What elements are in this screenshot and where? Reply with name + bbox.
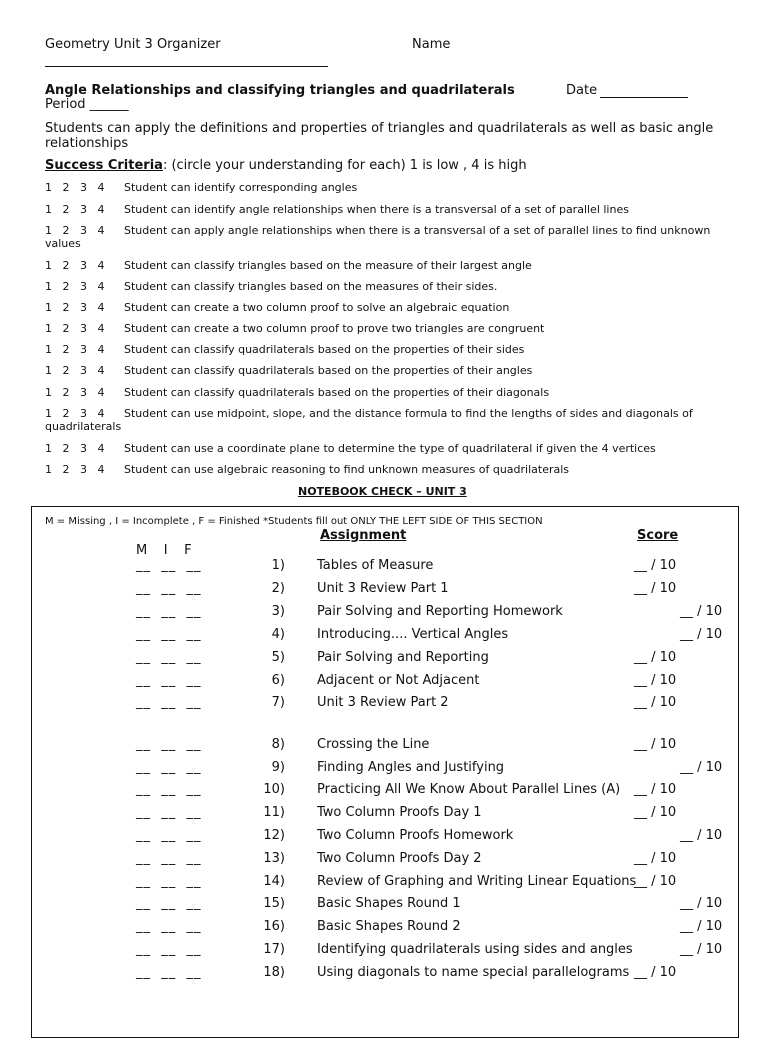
criteria-row (45, 224, 735, 250)
mif-blanks[interactable]: __ __ __ (136, 581, 202, 596)
mif-blanks[interactable]: __ __ __ (136, 604, 202, 619)
assignment-title: Review of Graphing and Writing Linear Equations (317, 874, 637, 889)
assignment-score[interactable]: __ / 10 (634, 558, 677, 573)
criteria-text: Student can identify angle relationships when there is a transversal of a set of parallel lines (124, 203, 629, 216)
criteria-row (45, 364, 735, 377)
assignment-score[interactable]: __ / 10 (634, 782, 677, 797)
criteria-row (45, 386, 735, 399)
success-criteria-label: Success Criteria (45, 158, 163, 173)
assignment-score[interactable]: __ / 10 (634, 965, 677, 980)
success-criteria-instruction: : (circle your understanding for each) 1 is low , 4 is high (162, 158, 527, 173)
criteria-row (45, 301, 735, 314)
date-line[interactable] (600, 97, 688, 98)
assignment-number: 11) (263, 805, 285, 820)
assignment-score[interactable]: __ / 10 (680, 896, 723, 911)
criteria-text: Student can create a two column proof to prove two triangles are congruent (124, 322, 545, 335)
assignment-title: Basic Shapes Round 1 (317, 896, 461, 911)
mif-blanks[interactable]: __ __ __ (136, 828, 202, 843)
assignment-number: 1) (271, 558, 285, 573)
assignment-title: Two Column Proofs Day 1 (317, 805, 482, 820)
rating-scale[interactable]: 1 2 3 4 (45, 203, 105, 216)
notebook-check-title: NOTEBOOK CHECK – UNIT 3 (298, 485, 467, 498)
assignment-number: 18) (263, 965, 285, 980)
mif-blanks[interactable]: __ __ __ (136, 650, 202, 665)
score-header: Score (637, 528, 679, 543)
success-criteria-heading (45, 158, 527, 173)
mif-blanks[interactable]: __ __ __ (136, 919, 202, 934)
rating-scale[interactable]: 1 2 3 4 (45, 463, 105, 476)
name-line[interactable] (45, 66, 328, 67)
notebook-legend: M = Missing , I = Incomplete , F = Finished *Students fill out ONLY THE LEFT SIDE OF THIS SECTION (45, 516, 543, 527)
assignment-number: 3) (271, 604, 285, 619)
assignment-score[interactable]: __ / 10 (634, 695, 677, 710)
rating-scale[interactable]: 1 2 3 4 (45, 343, 105, 356)
criteria-text: Student can classify quadrilaterals based on the properties of their angles (124, 364, 533, 377)
rating-scale[interactable]: 1 2 3 4 (45, 280, 105, 293)
rating-scale[interactable]: 1 2 3 4 (45, 301, 105, 314)
assignment-title: Pair Solving and Reporting (317, 650, 489, 665)
intro-text: Students can apply the definitions and properties of triangles and quadrilaterals as well as basic angle relationships (45, 121, 714, 151)
assignment-number: 10) (263, 782, 285, 797)
date-label: Date (566, 83, 598, 98)
assignment-title: Two Column Proofs Day 2 (317, 851, 482, 866)
criteria-text: Student can apply angle relationships when there is a transversal of a set of parallel lines to find unknown values (45, 224, 711, 250)
rating-scale[interactable]: 1 2 3 4 (45, 407, 105, 420)
assignment-score[interactable]: __ / 10 (634, 673, 677, 688)
mif-blanks[interactable]: __ __ __ (136, 760, 202, 775)
criteria-row (45, 463, 735, 476)
mif-blanks[interactable]: __ __ __ (136, 851, 202, 866)
mif-header: M I F (136, 543, 192, 558)
name-label: Name (412, 37, 451, 52)
assignment-number: 17) (263, 942, 285, 957)
assignment-header: Assignment (320, 528, 407, 543)
assignment-number: 15) (263, 896, 285, 911)
assignment-title: Identifying quadrilaterals using sides and angles (317, 942, 633, 957)
assignment-score[interactable]: __ / 10 (680, 942, 723, 957)
assignment-number: 13) (263, 851, 285, 866)
assignment-score[interactable]: __ / 10 (634, 874, 677, 889)
assignment-number: 14) (263, 874, 285, 889)
mif-blanks[interactable]: __ __ __ (136, 965, 202, 980)
assignment-title: Practicing All We Know About Parallel Lines (A) (317, 782, 621, 797)
assignment-score[interactable]: __ / 10 (634, 581, 677, 596)
mif-blanks[interactable]: __ __ __ (136, 558, 202, 573)
rating-scale[interactable]: 1 2 3 4 (45, 442, 105, 455)
assignment-title: Crossing the Line (317, 737, 430, 752)
criteria-text: Student can use midpoint, slope, and the distance formula to find the lengths of sides and diagonals of quadrilaterals (45, 407, 693, 433)
assignment-number: 16) (263, 919, 285, 934)
criteria-row (45, 407, 735, 433)
rating-scale[interactable]: 1 2 3 4 (45, 364, 105, 377)
criteria-text: Student can create a two column proof to solve an algebraic equation (124, 301, 510, 314)
rating-scale[interactable]: 1 2 3 4 (45, 181, 105, 194)
mif-blanks[interactable]: __ __ __ (136, 896, 202, 911)
assignment-number: 2) (271, 581, 285, 596)
rating-scale[interactable]: 1 2 3 4 (45, 259, 105, 272)
assignment-title: Introducing.... Vertical Angles (317, 627, 509, 642)
mif-blanks[interactable]: __ __ __ (136, 627, 202, 642)
assignment-title: Adjacent or Not Adjacent (317, 673, 480, 688)
assignment-score[interactable]: __ / 10 (634, 851, 677, 866)
assignment-number: 4) (271, 627, 285, 642)
organizer-title: Geometry Unit 3 Organizer (45, 37, 221, 52)
assignment-title: Pair Solving and Reporting Homework (317, 604, 563, 619)
criteria-text: Student can classify triangles based on the measure of their largest angle (124, 259, 532, 272)
assignment-score[interactable]: __ / 10 (680, 828, 723, 843)
assignment-score[interactable]: __ / 10 (634, 805, 677, 820)
period-label: Period ______ (45, 97, 129, 112)
criteria-row (45, 322, 735, 335)
criteria-text: Student can classify quadrilaterals based on the properties of their sides (124, 343, 525, 356)
assignment-title: Two Column Proofs Homework (317, 828, 514, 843)
criteria-text: Student can identify corresponding angles (124, 181, 358, 194)
criteria-row (45, 442, 735, 455)
mif-blanks[interactable]: __ __ __ (136, 782, 202, 797)
rating-scale[interactable]: 1 2 3 4 (45, 322, 105, 335)
assignment-score[interactable]: __ / 10 (680, 604, 723, 619)
criteria-row (45, 181, 735, 194)
criteria-text: Student can use algebraic reasoning to find unknown measures of quadrilaterals (124, 463, 570, 476)
assignment-number: 7) (271, 695, 285, 710)
mif-blanks[interactable]: __ __ __ (136, 737, 202, 752)
rating-scale[interactable]: 1 2 3 4 (45, 224, 105, 237)
assignment-score[interactable]: __ / 10 (634, 737, 677, 752)
assignment-number: 6) (271, 673, 285, 688)
assignment-title: Using diagonals to name special parallelograms (317, 965, 630, 980)
criteria-row (45, 203, 735, 216)
assignment-number: 5) (271, 650, 285, 665)
assignment-number: 9) (271, 760, 285, 775)
criteria-text: Student can use a coordinate plane to determine the type of quadrilateral if given the 4 vertices (124, 442, 656, 455)
mif-blanks[interactable]: __ __ __ (136, 942, 202, 957)
mif-blanks[interactable]: __ __ __ (136, 673, 202, 688)
assignment-score[interactable]: __ / 10 (634, 650, 677, 665)
criteria-row (45, 280, 735, 293)
criteria-text: Student can classify quadrilaterals based on the properties of their diagonals (124, 386, 550, 399)
assignment-title: Basic Shapes Round 2 (317, 919, 461, 934)
mif-blanks[interactable]: __ __ __ (136, 874, 202, 889)
assignment-title: Unit 3 Review Part 2 (317, 695, 449, 710)
assignment-title: Tables of Measure (317, 558, 434, 573)
assignment-score[interactable]: __ / 10 (680, 760, 723, 775)
assignment-title: Unit 3 Review Part 1 (317, 581, 449, 596)
assignment-score[interactable]: __ / 10 (680, 919, 723, 934)
rating-scale[interactable]: 1 2 3 4 (45, 386, 105, 399)
assignment-number: 8) (271, 737, 285, 752)
mif-blanks[interactable]: __ __ __ (136, 805, 202, 820)
assignment-title: Finding Angles and Justifying (317, 760, 505, 775)
criteria-text: Student can classify triangles based on the measures of their sides. (124, 280, 498, 293)
mif-blanks[interactable]: __ __ __ (136, 695, 202, 710)
page-title: Angle Relationships and classifying triangles and quadrilaterals (45, 83, 515, 98)
criteria-row (45, 343, 735, 356)
assignment-score[interactable]: __ / 10 (680, 627, 723, 642)
criteria-row (45, 259, 735, 272)
assignment-number: 12) (263, 828, 285, 843)
